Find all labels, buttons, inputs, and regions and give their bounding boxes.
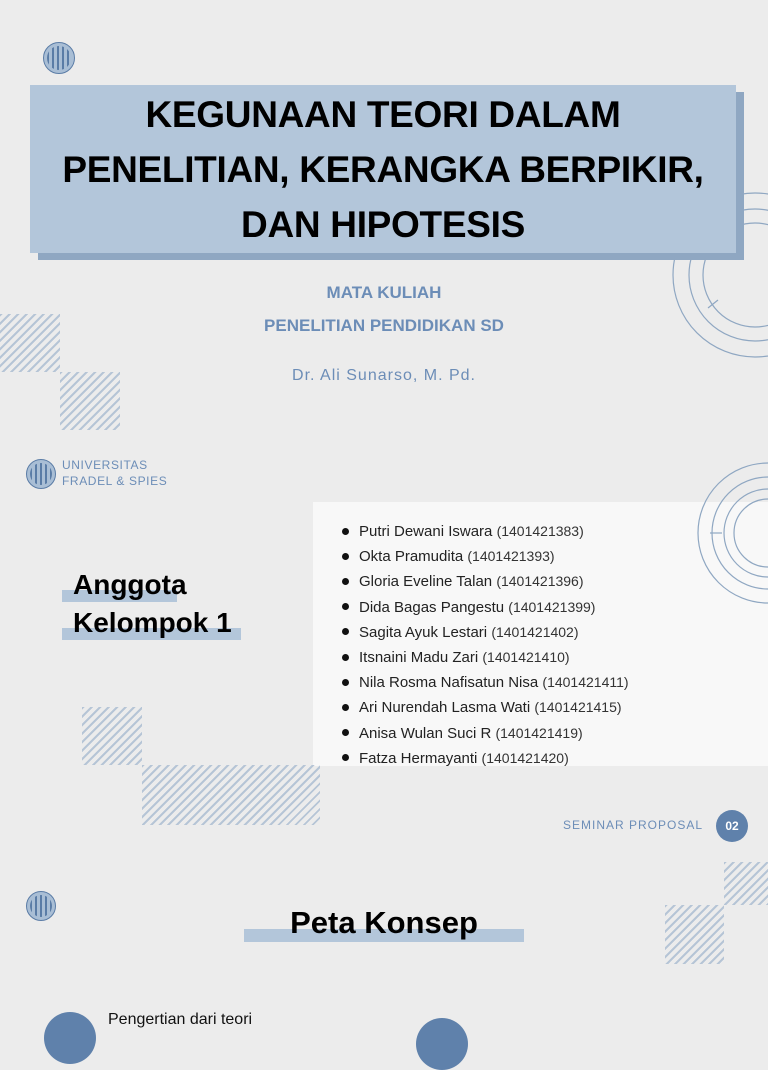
member-item [342,746,768,771]
group-heading [73,566,232,642]
bullet-icon [342,528,349,535]
title-box [30,85,736,253]
concentric-circles-decoration-mid [690,462,768,604]
top-logo-icon [43,42,75,74]
peta-konsep-title: Peta Konsep [290,905,478,940]
concept-bullet-circle-2 [416,1018,468,1070]
university-name [62,457,167,489]
title-line-1: KEGUNAAN TEORI DALAM [145,93,621,135]
member-name: Nila Rosma Nafisatun Nisa [359,674,539,692]
member-name: Gloria Eveline Talan [359,573,493,591]
bullet-icon [342,553,349,560]
bullet-icon [342,754,349,761]
course-label: MATA KULIAH [326,283,442,302]
member-item [342,645,768,670]
member-name: Dida Bagas Pangestu [359,598,505,616]
member-nim: (1401421420) [481,749,569,766]
hatch-decoration-slide2-1 [724,862,768,905]
member-name: Itsnaini Madu Zari [359,649,479,667]
member-item [342,695,768,720]
hatch-decoration-bottom-1 [82,707,142,765]
course-name: PENELITIAN PENDIDIKAN SD [264,316,504,335]
member-item [342,620,768,645]
bullet-icon [342,704,349,711]
title-line-3: DAN HIPOTESIS [241,203,525,245]
group-heading-line-2: Kelompok 1 [73,607,232,638]
member-nim: (1401421419) [495,724,583,741]
bullet-icon [342,729,349,736]
member-nim: (1401421393) [467,548,555,565]
footer-label: SEMINAR PROPOSAL [563,818,704,832]
group-heading-line-1: Anggota [73,569,187,600]
lecturer-name: Dr. Ali Sunarso, M. Pd. [292,367,476,384]
university-line-2: FRADEL & SPIES [62,474,168,488]
concept-bullet-circle-1 [44,1012,96,1064]
member-name: Fatza Hermayanti [359,749,478,767]
bullet-icon [342,654,349,661]
member-nim: (1401421396) [496,573,584,590]
member-nim: (1401421383) [496,523,584,539]
member-name: Ari Nurendah Lasma Wati [359,699,531,717]
member-name: Okta Pramudita [359,548,464,566]
bullet-icon [342,679,349,686]
member-item [342,721,768,746]
bullet-icon [342,628,349,635]
member-nim: (1401421411) [542,674,629,691]
hatch-decoration-bottom-2 [142,765,320,825]
member-name: Sagita Ayuk Lestari [359,623,488,641]
bullet-icon [342,603,349,610]
member-name: Putri Dewani Iswara [359,523,493,540]
concept-item-1: Pengertian dari teori [108,1011,253,1028]
university-line-1: UNIVERSITAS [62,458,148,472]
page-number-badge: 02 [716,810,748,842]
member-name: Anisa Wulan Suci R [359,724,492,742]
member-nim: (1401421415) [534,699,622,716]
university-logo-icon [26,459,56,489]
bullet-icon [342,578,349,585]
member-nim: (1401421410) [482,649,570,666]
title-line-2: PENELITIAN, KERANGKA BERPIKIR, [62,148,704,190]
member-nim: (1401421399) [508,598,596,615]
member-nim: (1401421402) [491,623,579,640]
member-item [342,670,768,695]
